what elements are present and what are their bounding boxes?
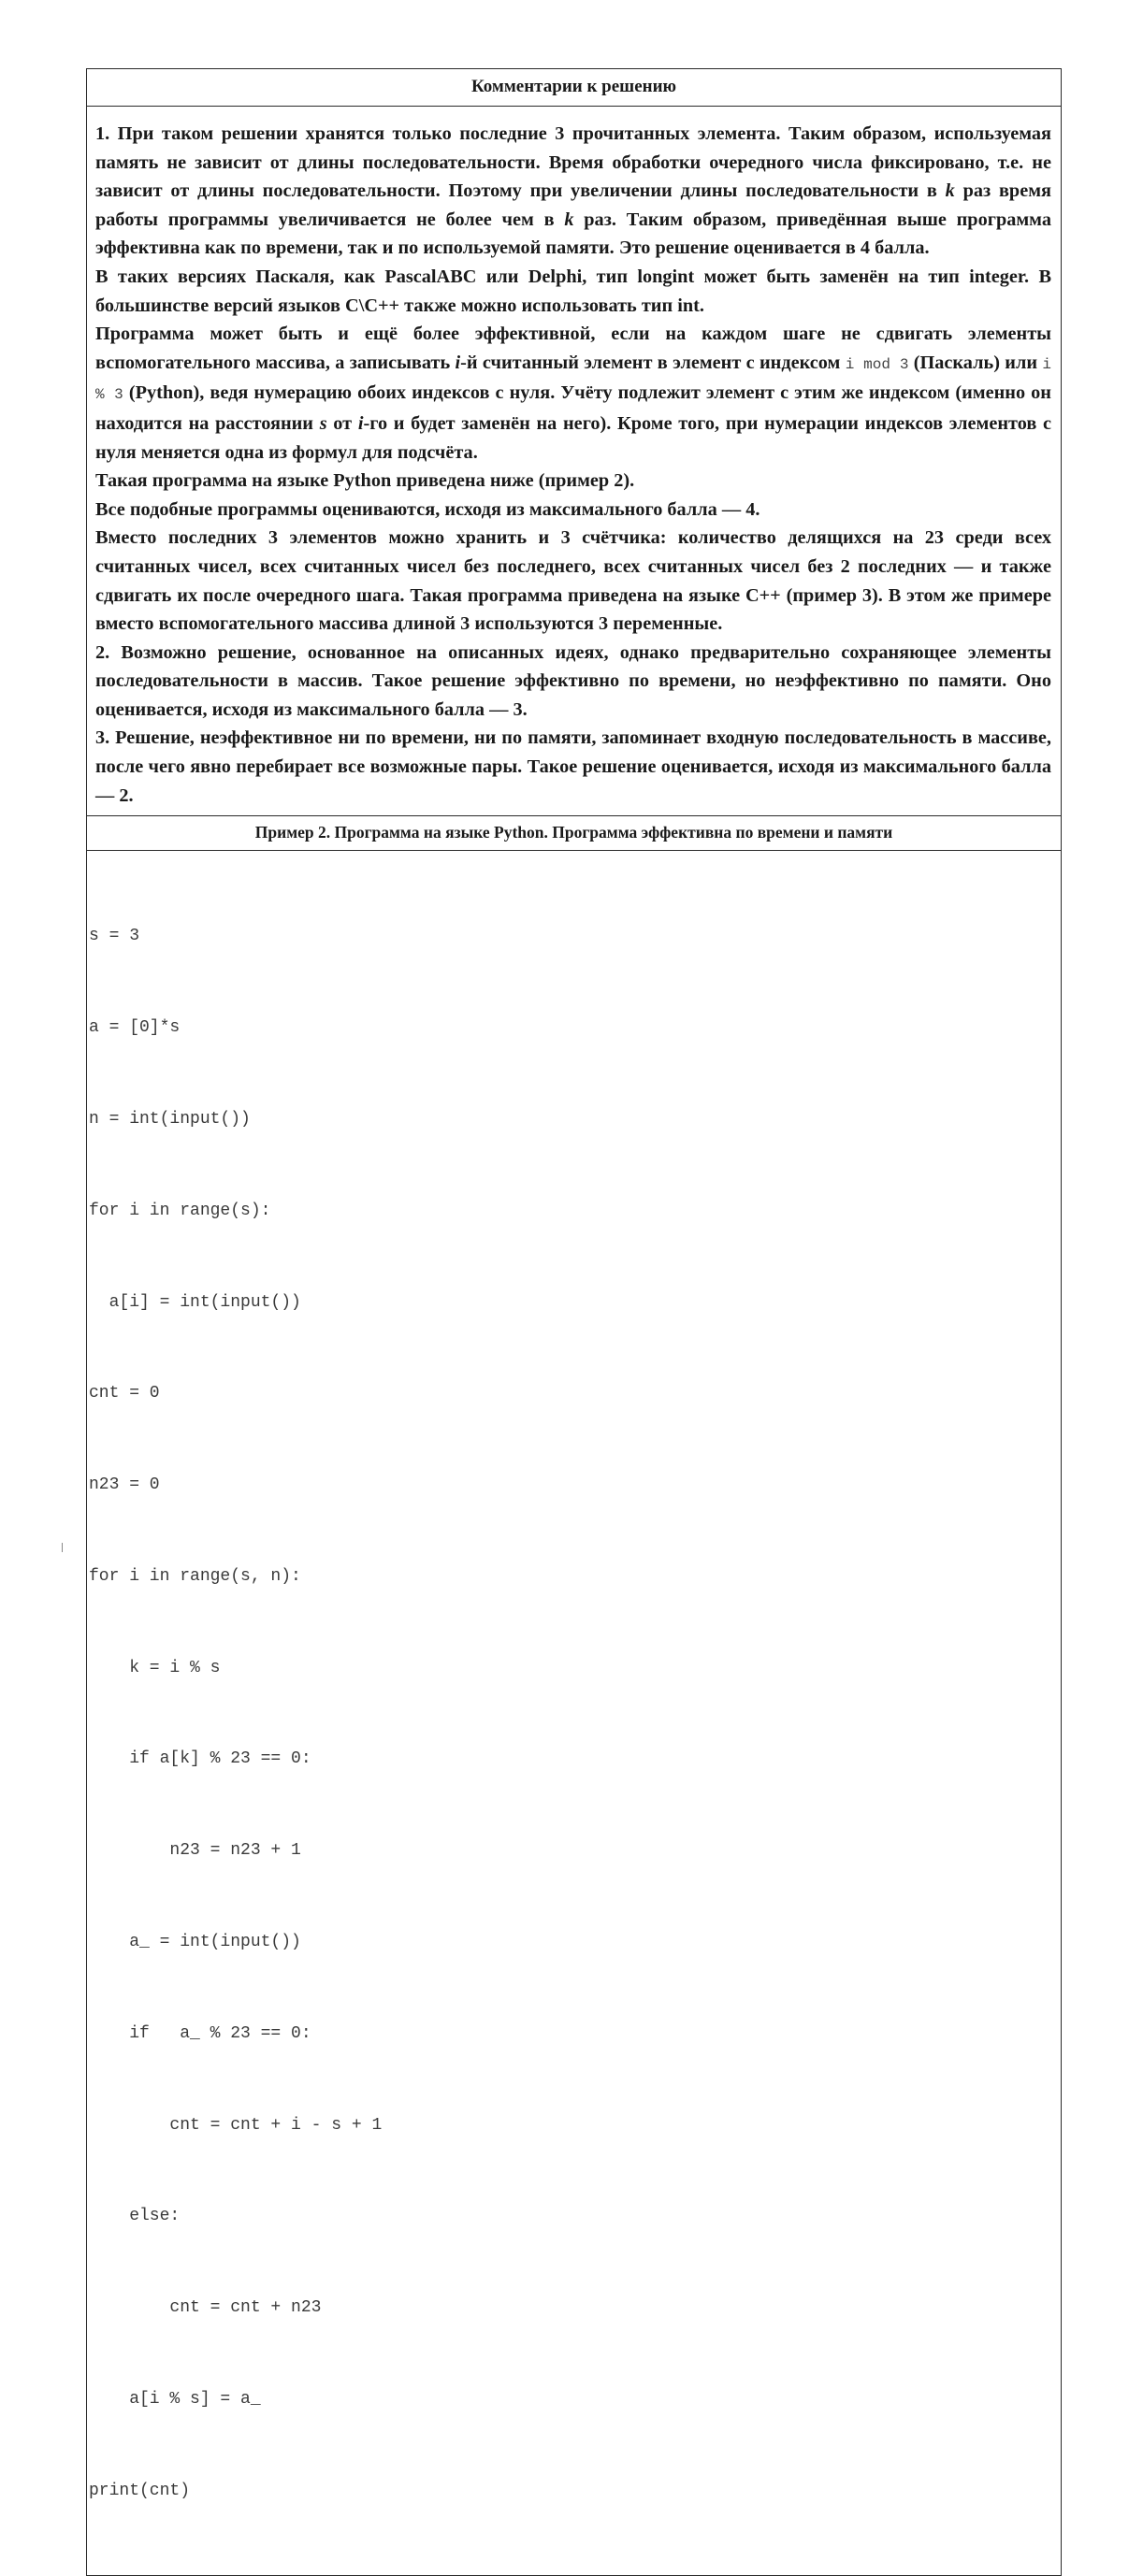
p1-var-k2: k bbox=[564, 209, 574, 230]
code-line: n23 = 0 bbox=[89, 1475, 160, 1495]
comment-paragraph-2: В таких версиях Паскаля, как PascalABC или Delphi, тип longint может быть заменён на тип integer. В большинстве версий языков C\C++ также можно использовать тип int. bbox=[95, 266, 1051, 316]
p1-var-k: k bbox=[945, 180, 955, 202]
comment-paragraph-5: Все подобные программы оцениваются, исходя из максимального балла — 4. bbox=[95, 498, 760, 520]
code-line: cnt = 0 bbox=[89, 1384, 160, 1403]
code-line: n23 = n23 + 1 bbox=[89, 1841, 301, 1861]
p3-var-s: s bbox=[319, 412, 327, 434]
code-line: if a_ % 23 == 0: bbox=[89, 2023, 311, 2043]
code-line: else: bbox=[89, 2207, 181, 2226]
code-line: a[i % s] = a_ bbox=[89, 2389, 261, 2409]
comment-paragraph-7: 2. Возможно решение, основанное на описанных идеях, однако предварительно сохраняющее элементы последовательности в массив. Такое решение эффективно по времени, но неэффективно по памяти. Оно оценивается, исходя из максимального балла — 3. bbox=[95, 641, 1051, 720]
code-line: a_ = int(input()) bbox=[89, 1933, 301, 1952]
p3-text-b: -й считанный элемент в элемент с индексом bbox=[460, 352, 846, 373]
p3-var-i2: i bbox=[357, 412, 364, 434]
code-line: cnt = cnt + n23 bbox=[89, 2298, 322, 2318]
code-line: a[i] = int(input()) bbox=[89, 1292, 301, 1312]
example-title: Пример 2. Программа на языке Python. Программа эффективна по времени и памяти bbox=[87, 815, 1061, 851]
comments-title: Комментарии к решению bbox=[87, 69, 1061, 107]
p3-text-d: (Python), ведя нумерацию обоих индексов с нуля. Учёту подлежит элемент с этим же индексом (именно он находится на расстоянии bbox=[95, 382, 1051, 434]
code-line: for i in range(s, n): bbox=[89, 1566, 301, 1586]
p3-text-a: Программа может быть и ещё более эффективной, если на каждом шаге не сдвигать элементы вспомогательного массива, а записывать bbox=[95, 324, 1051, 373]
p3-text-c: (Паскаль) или bbox=[908, 352, 1043, 373]
p3-code-pascal: i mod 3 bbox=[845, 355, 909, 373]
code-line: if a[k] % 23 == 0: bbox=[89, 1749, 311, 1769]
p1-text-c: раз. Таким образом, приведённая выше программа эффективна как по времени, так и по используемой памяти. Это решение оценивается в 4 балла. bbox=[95, 209, 1051, 259]
code-line: cnt = cnt + i - s + 1 bbox=[89, 2115, 383, 2135]
p1-text-a: 1. При таком решении хранятся только последние 3 прочитанных элемента. Таким образом, используемая память не зависит от длины последовательности. Время обработки очередного числа фиксировано, т.е. не зависит от длины последовательности. Поэтому при увеличении длины последовательности в bbox=[95, 123, 1051, 202]
code-line: s = 3 bbox=[89, 927, 140, 946]
p3-code-python: i % 3 bbox=[95, 355, 1051, 404]
p1-text-b: раз время работы программы увеличивается не более чем в bbox=[95, 180, 1051, 230]
code-line: print(cnt) bbox=[89, 2481, 191, 2500]
code-line: for i in range(s): bbox=[89, 1201, 271, 1220]
comment-paragraph-4: Такая программа на языке Python приведена ниже (пример 2). bbox=[95, 470, 635, 492]
margin-mark bbox=[62, 1543, 63, 1552]
comment-paragraph-3 bbox=[95, 320, 1051, 467]
comment-paragraph-6: Вместо последних 3 элементов можно хранить и 3 счётчика: количество делящихся на 23 среди всех считанных чисел, всех считанных чисел без последнего, всех считанных чисел без 2 последних — и также сдвигать их после очередного шага. Такая программа приведена на языке C++ (пример 3). В этом же примере вместо вспомогательного массива длиной 3 используются 3 переменные. bbox=[95, 527, 1051, 635]
p3-var-i: i bbox=[455, 352, 461, 373]
p3-text-f: -го и будет заменён на него). Кроме того, при нумерации индексов элементов с нуля меняется одна из формул для подсчёта. bbox=[95, 412, 1051, 463]
comments-body bbox=[87, 107, 1061, 815]
solution-frame bbox=[86, 68, 1062, 2576]
python-code-block bbox=[87, 851, 1061, 2574]
code-line: k = i % s bbox=[89, 1658, 221, 1677]
code-line: a = [0]*s bbox=[89, 1018, 181, 1038]
comment-paragraph-1 bbox=[95, 120, 1051, 263]
comment-paragraph-8: 3. Решение, неэффективное ни по времени, ни по памяти, запоминает входную последовательность в массиве, после чего явно перебирает все возможные пары. Такое решение оценивается, исходя из максимального балла — 2. bbox=[95, 727, 1051, 806]
code-line: n = int(input()) bbox=[89, 1110, 251, 1129]
p3-text-e: от bbox=[326, 412, 358, 434]
